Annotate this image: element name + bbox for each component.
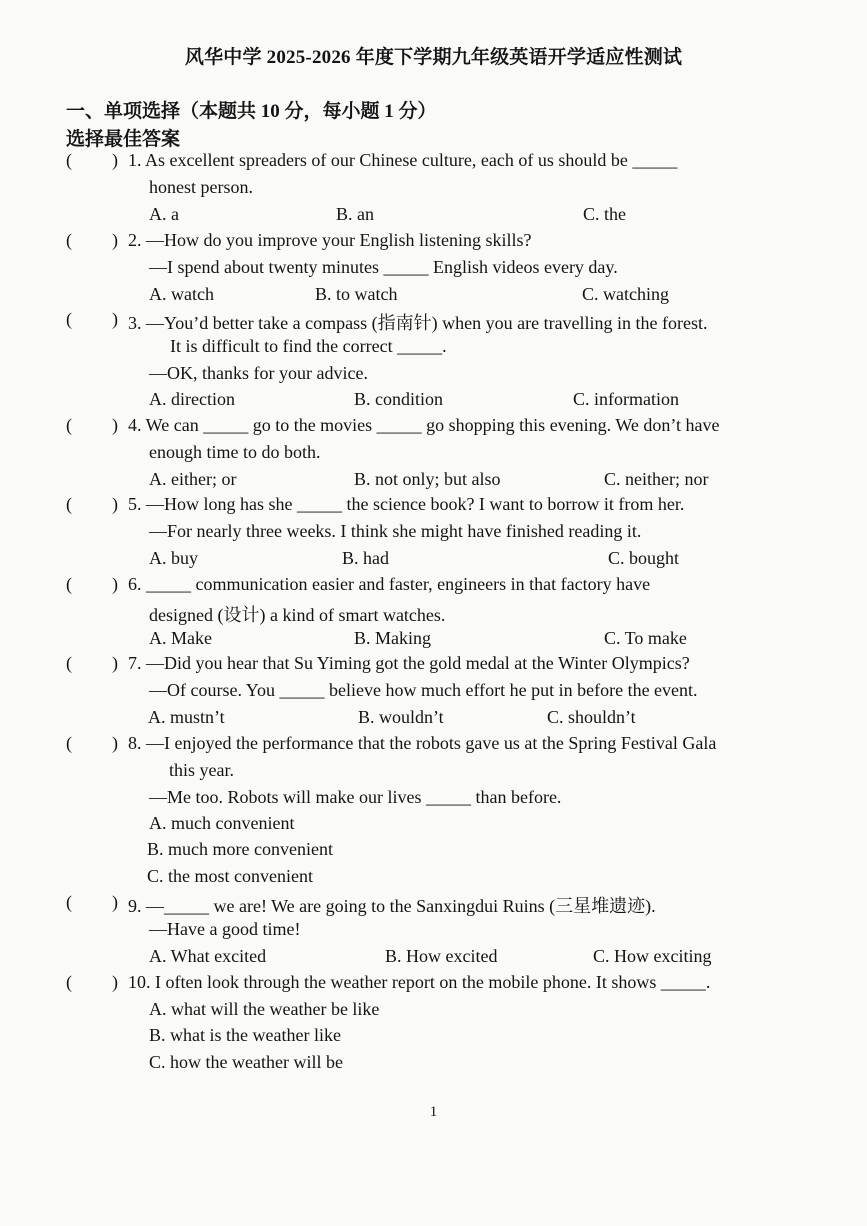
question-text: 8. —I enjoyed the performance that the robots gave us at the Spring Festival Gala bbox=[128, 733, 717, 753]
option-c: C. information bbox=[573, 389, 679, 409]
option-b: B. condition bbox=[354, 389, 443, 409]
option-c: C. shouldn’t bbox=[547, 707, 636, 727]
answer-paren-close: ) bbox=[112, 653, 118, 673]
answer-paren-close: ) bbox=[112, 309, 118, 329]
answer-paren-close: ) bbox=[112, 574, 118, 594]
answer-paren-open: ( bbox=[66, 150, 72, 170]
option-b: B. not only; but also bbox=[354, 469, 501, 489]
question-text: 4. We can _____ go to the movies _____ go shopping this evening. We don’t have bbox=[128, 415, 720, 435]
question-text: 6. _____ communication easier and faster, engineers in that factory have bbox=[128, 574, 651, 594]
question-text: 9. —_____ we are! We are going to the Sanxingdui Ruins (三星堆遗迹). bbox=[128, 896, 656, 916]
question-text: 3. —You’d better take a compass (指南针) when you are travelling in the forest. bbox=[128, 313, 708, 333]
option-c: C. the most convenient bbox=[147, 866, 313, 886]
section-title: 一、单项选择（本题共 10 分，每小题 1 分） bbox=[66, 101, 437, 122]
option-b: B. wouldn’t bbox=[358, 707, 444, 727]
answer-paren-close: ) bbox=[112, 230, 118, 250]
option-a: A. direction bbox=[149, 389, 235, 409]
answer-paren-open: ( bbox=[66, 653, 72, 673]
page-number: 1 bbox=[429, 1104, 438, 1120]
answer-paren-open: ( bbox=[66, 892, 72, 912]
question-text: 10. I often look through the weather report on the mobile phone. It shows _____. bbox=[128, 972, 711, 992]
question-text: 5. —How long has she _____ the science book? I want to borrow it from her. bbox=[128, 494, 685, 514]
question-text: —For nearly three weeks. I think she might have finished reading it. bbox=[149, 521, 642, 541]
question-text: honest person. bbox=[149, 177, 253, 197]
answer-paren-open: ( bbox=[66, 733, 72, 753]
option-c: C. how the weather will be bbox=[149, 1052, 343, 1072]
option-a: A. Make bbox=[149, 628, 212, 648]
option-a: A. either; or bbox=[149, 469, 237, 489]
answer-paren-close: ) bbox=[112, 494, 118, 514]
answer-paren-open: ( bbox=[66, 230, 72, 250]
answer-paren-close: ) bbox=[112, 972, 118, 992]
question-text: —Of course. You _____ believe how much effort he put in before the event. bbox=[149, 680, 698, 700]
question-text: —OK, thanks for your advice. bbox=[149, 363, 368, 383]
option-b: B. what is the weather like bbox=[149, 1025, 341, 1045]
option-b: B. Making bbox=[354, 628, 432, 648]
option-c: C. bought bbox=[608, 548, 680, 568]
question-text: this year. bbox=[169, 760, 234, 780]
answer-paren-open: ( bbox=[66, 574, 72, 594]
option-c: C. neither; nor bbox=[604, 469, 709, 489]
question-text: 1. As excellent spreaders of our Chinese culture, each of us should be _____ bbox=[128, 150, 678, 170]
option-b: B. to watch bbox=[315, 284, 398, 304]
answer-paren-close: ) bbox=[112, 892, 118, 912]
page-title: 风华中学 2025-2026 年度下学期九年级英语开学适应性测试 bbox=[184, 47, 683, 68]
option-c: C. How exciting bbox=[593, 946, 712, 966]
question-text: designed (设计) a kind of smart watches. bbox=[149, 605, 446, 625]
answer-paren-close: ) bbox=[112, 150, 118, 170]
option-a: A. What excited bbox=[149, 946, 267, 966]
answer-paren-close: ) bbox=[112, 415, 118, 435]
option-b: B. How excited bbox=[385, 946, 498, 966]
option-c: C. To make bbox=[604, 628, 687, 648]
question-text: enough time to do both. bbox=[149, 442, 321, 462]
option-c: C. watching bbox=[582, 284, 669, 304]
answer-paren-open: ( bbox=[66, 309, 72, 329]
option-a: A. a bbox=[149, 204, 179, 224]
option-a: A. much convenient bbox=[149, 813, 295, 833]
answer-paren-close: ) bbox=[112, 733, 118, 753]
option-a: A. what will the weather be like bbox=[149, 999, 380, 1019]
answer-paren-open: ( bbox=[66, 415, 72, 435]
question-text: —Have a good time! bbox=[149, 919, 301, 939]
option-a: A. mustn’t bbox=[148, 707, 225, 727]
option-b: B. had bbox=[342, 548, 389, 568]
option-b: B. an bbox=[336, 204, 374, 224]
option-a: A. watch bbox=[149, 284, 214, 304]
question-text: —I spend about twenty minutes _____ English videos every day. bbox=[149, 257, 618, 277]
question-text: 2. —How do you improve your English listening skills? bbox=[128, 230, 532, 250]
answer-paren-open: ( bbox=[66, 494, 72, 514]
option-b: B. much more convenient bbox=[147, 839, 333, 859]
option-c: C. the bbox=[583, 204, 626, 224]
question-text: —Me too. Robots will make our lives _____ than before. bbox=[149, 787, 562, 807]
option-a: A. buy bbox=[149, 548, 198, 568]
question-text: 7. —Did you hear that Su Yiming got the gold medal at the Winter Olympics? bbox=[128, 653, 690, 673]
section-instruction: 选择最佳答案 bbox=[66, 129, 181, 150]
question-text: It is difficult to find the correct _____. bbox=[170, 336, 447, 356]
answer-paren-open: ( bbox=[66, 972, 72, 992]
